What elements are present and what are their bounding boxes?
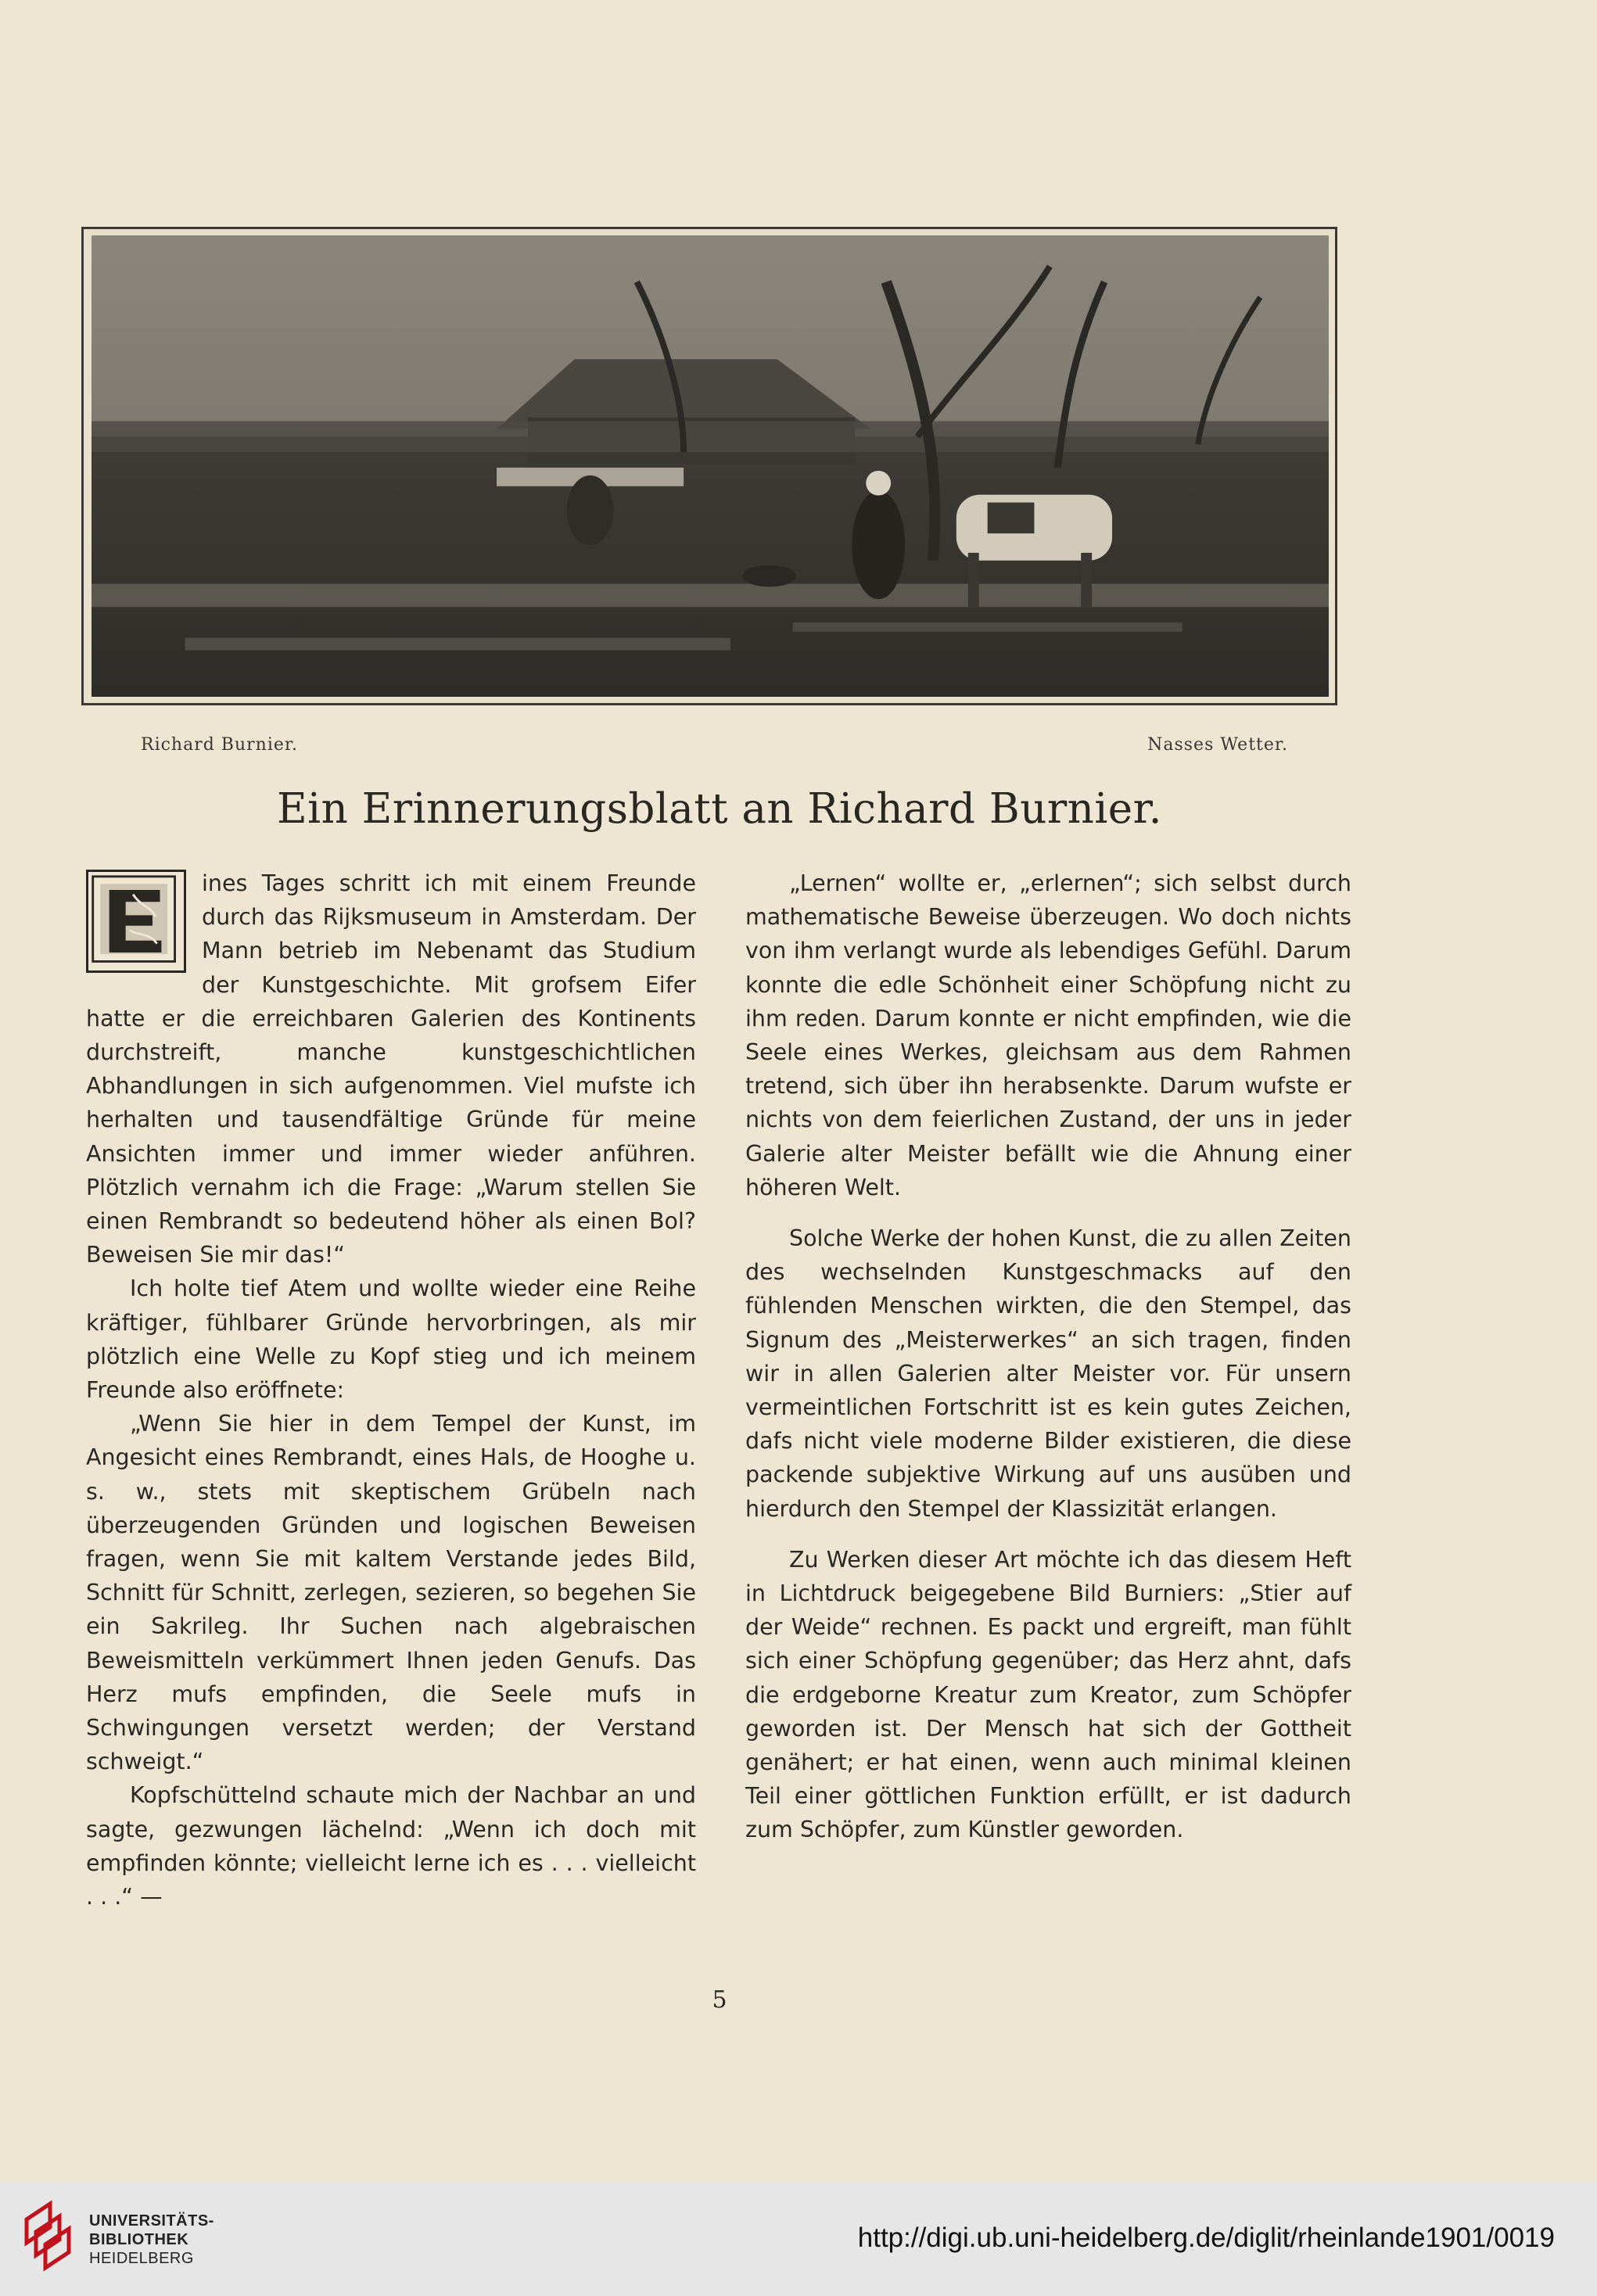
paragraph: Solche Werke der hohen Kunst, die zu allen Zeiten des wechselnden Kunstgeschmacks auf den fühlenden Menschen wirkten, die den Stempel, das Signum des „Meisterwerkes“ an sich tragen, finden wir in allen Galerien alter Meister vor. Für unsern vermeintlichen Fortschritt ist es kein gutes Zeichen, dafs nicht viele moderne Bilder existieren, die diese packende subjektive Wirkung auf uns ausüben und hierdurch den Stempel der Klassizität erlangen.	[745, 1225, 1351, 1522]
paragraph: „Wenn Sie hier in dem Tempel der Kunst, im Angesicht eines Rembrandt, eines Hals, de Hooghe u. s. w., stets mit skeptischem Grübeln nach überzeugenden Gründen und logischen Beweisen fragen, wenn Sie mit kaltem Verstande jedes Bild, Schnitt für Schnitt, zerlegen, sezieren, so begehen Sie ein Sakrileg. Ihr Suchen nach algebraischen Beweismitteln verkümmert Ihnen jeden Genufs. Das Herz mufs empfinden, die Seele mufs in Schwingungen versetzt werden; der Verstand schweigt.“	[86, 1411, 696, 1775]
source-url-link[interactable]: http://digi.ub.uni-heidelberg.de/diglit/rheinlande1901/0019	[857, 2222, 1555, 2253]
text-column-left	[86, 866, 696, 1914]
plate-caption-artist: Richard Burnier.	[141, 735, 298, 755]
decorated-initial-e	[86, 870, 186, 973]
landscape-painting-image	[92, 235, 1329, 697]
library-footer	[0, 2182, 1597, 2296]
paragraph: ines Tages schritt ich mit einem Freunde durch das Rijksmuseum in Amsterdam. Der Mann betrieb im Nebenamt das Studium der Kunstgeschichte. Mit grofsem Eifer hatte er die erreichbaren Galerien des Kontinents durchstreift, manche kunstgeschichtlichen Abhandlungen in sich aufgenommen. Viel mufste ich herhalten und tausendfältige Gründe für meine Ansichten immer und immer wieder anführen. Plötzlich vernahm ich die Frage: „Warum stellen Sie einen Rembrandt so bedeutend höher als einen Bol? Beweisen Sie mir das!“	[86, 870, 696, 1268]
article-title: Ein Erinnerungsblatt an Richard Burnier.	[276, 785, 1163, 833]
library-logo-icon	[19, 2196, 75, 2282]
page-number: 5	[712, 1986, 727, 2014]
paragraph: Zu Werken dieser Art möchte ich das diesem Heft in Lichtdruck beigegebene Bild Burniers: „Stier auf der Weide“ rechnen. Es packt und ergreift, man fühlt sich einer Schöpfung gegenüber; das Herz ahnt, dafs die erdgeborne Kreatur zum Kreator, zum Schöpfer geworden ist. Der Mensch hat sich der Gottheit genähert; er hat einen, wenn auch minimal kleinen Teil einer göttlichen Funktion erfüllt, er ist dadurch zum Schöpfer, zum Künstler geworden.	[745, 1546, 1351, 1843]
paragraph: Kopfschüttelnd schaute mich der Nachbar an und sagte, gezwungen lächelnd: „Wenn ich doch mit empfinden könnte; vielleicht lerne ich es . . . vielleicht . . .“ —	[86, 1782, 696, 1910]
library-name: UNIVERSITÄTS- BIBLIOTHEK HEIDELBERG	[89, 2212, 214, 2267]
text-column-right	[745, 866, 1351, 1847]
paragraph: „Lernen“ wollte er, „erlernen“; sich selbst durch mathematische Beweise überzeugen. Wo doch nichts von ihm verlangt wurde als lebendiges Gefühl. Darum konnte die edle Schönheit einer Schöpfung nicht zu ihm reden. Darum konnte er nicht empfinden, wie die Seele eines Werkes, gleichsam aus dem Rahmen tretend, sich über ihn herabsenkte. Darum wufste er nichts von dem feierlichen Zustand, der uns in jeder Galerie alter Meister befällt wie die Ahnung einer höheren Welt.	[745, 870, 1351, 1200]
paragraph: Ich holte tief Atem und wollte wieder eine Reihe kräftiger, fühlbarer Gründe hervorbringen, als mir plötzlich eine Welle zu Kopf stieg und ich meinem Freunde also eröffnete:	[86, 1275, 696, 1404]
plate-frame	[81, 227, 1337, 705]
plate-caption-title: Nasses Wetter.	[1147, 735, 1288, 755]
